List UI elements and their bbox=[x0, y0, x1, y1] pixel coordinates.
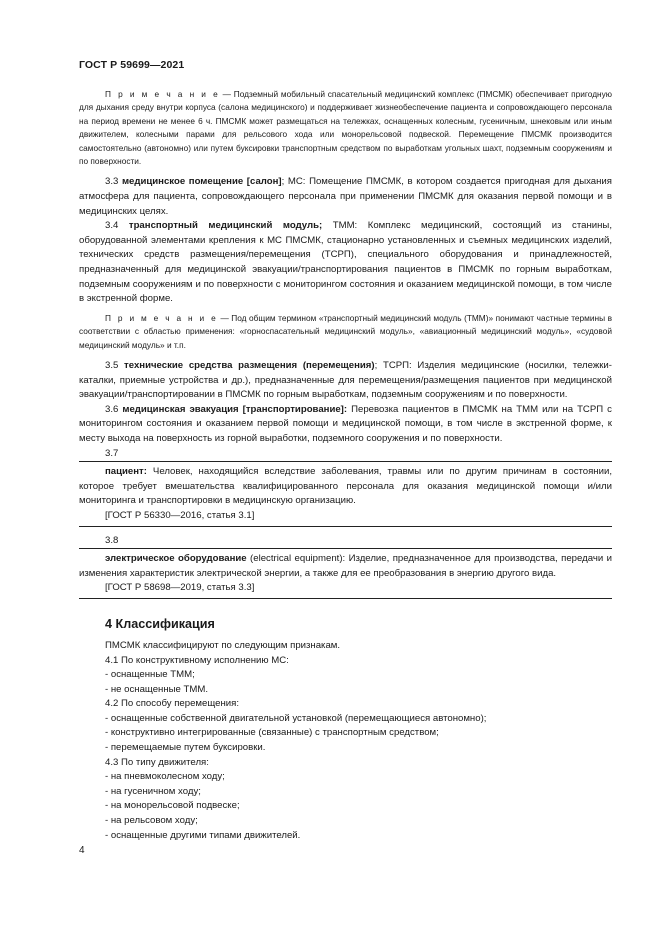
term-3-7 bbox=[79, 465, 612, 509]
term-3-7-reference: [ГОСТ Р 56330—2016, статья 3.1] bbox=[105, 509, 255, 521]
note-1 bbox=[79, 88, 612, 168]
section-4-line: - на гусеничном ходу; bbox=[105, 785, 201, 797]
term-3-6 bbox=[79, 403, 612, 447]
page-number: 4 bbox=[79, 845, 85, 856]
note-1-text: — Подземный мобильный спасательный медицинский комплекс (ПМСМК) обеспечивает пригодную для дыхания среду внутри корпуса (салона медицинского) и поддерживает жизнеобеспечение пациента и сопровождающего персонала на период времени не менее 6 ч. ПМСМК может размещаться на тележках, оснащенных колесным, гусеничным, шнековым или иным движителем, колесными парами для рельсового хода или монорельсовой подвеской. Перемещение ПМСМК производится самостоятельно (автономно) или путем буксировки транспортным средством по выработкам угольных шахт, подземным сооружениям и по поверхности. bbox=[79, 89, 612, 167]
term-3-4-number: 3.4 bbox=[105, 220, 129, 232]
term-3-6-number: 3.6 bbox=[105, 403, 123, 415]
term-3-4-definition: ТММ: Комплекс медицинский, состоящий из станины, оборудованной элементами крепления к МС ПМСМК, стационарно установленных и съемных медицинских изделий, технических средств размещения/перемещения (ТСРП), специального оборудования и принадлежностей, предназначенный для медицинской эвакуации/транспортирования пациентов в ПМСМК по горным выработкам, подземным сооружениям и по поверхности с мониторингом состояния и оказанием медицинской помощи, в том числе в экстренной форме. bbox=[79, 220, 612, 305]
section-4-title: 4 Классификация bbox=[105, 616, 215, 631]
term-3-8-title: электрическое оборудование bbox=[105, 553, 247, 565]
term-3-3 bbox=[79, 175, 612, 219]
term-3-8-box bbox=[79, 548, 612, 599]
section-4-line: - на пневмоколесном ходу; bbox=[105, 771, 225, 783]
note-2-text: — Под общим термином «транспортный медицинский модуль (ТММ)» понимают частные термины в соответствии с областью применения: «горноспасательный медицинский модуль», «авиационный медицинский модуль», «судовой медицинский модуль» и т.п. bbox=[79, 312, 612, 350]
section-4-line: 4.1 По конструктивному исполнению МС: bbox=[105, 654, 289, 666]
term-3-4-title: транспортный медицинский модуль; bbox=[128, 220, 323, 232]
section-4-line: - на монорельсовой подвеске; bbox=[105, 800, 240, 812]
term-3-4 bbox=[79, 219, 612, 307]
document-body bbox=[79, 88, 612, 843]
term-3-7-title: пациент: bbox=[105, 466, 147, 478]
section-4-line: ПМСМК классифицируют по следующим признакам. bbox=[105, 639, 341, 651]
section-4-line: - на рельсовом ходу; bbox=[105, 815, 198, 827]
page-header-standard-id: ГОСТ Р 59699—2021 bbox=[79, 59, 185, 71]
section-4-line: - конструктивно интегрированные (связанные) с транспортным средством; bbox=[105, 727, 439, 739]
term-3-3-definition: ; МС: Помещение ПМСМК, в котором создается пригодная для дыхания атмосфера для пациента, сопровождающего персонала при применении ПМСМК для оказания первой помощи и в медицинских целях. bbox=[79, 176, 612, 217]
term-3-3-number: 3.3 bbox=[105, 176, 122, 188]
term-3-7-number: 3.7 bbox=[105, 447, 119, 459]
section-4-line: - не оснащенные ТММ. bbox=[105, 683, 209, 695]
term-3-7-box bbox=[79, 461, 612, 526]
term-3-8-number: 3.8 bbox=[105, 534, 119, 546]
term-3-5-title: технические средства размещения (перемещения) bbox=[124, 360, 375, 371]
section-4-line: 4.2 По способу перемещения: bbox=[105, 698, 239, 710]
note-2 bbox=[79, 312, 612, 352]
section-4-line: - оснащенные ТММ; bbox=[105, 669, 195, 681]
term-3-3-title: медицинское помещение [салон] bbox=[121, 176, 282, 188]
term-3-5-number: 3.5 bbox=[105, 360, 125, 371]
section-4-line: - оснащенные собственной двигательной установкой (перемещающиеся автономно); bbox=[105, 712, 487, 724]
section-4-list bbox=[79, 639, 612, 843]
term-3-6-definition: Перевозка пациентов в ПМСМК на ТММ или на ТСРП с мониторингом состояния и оказанием первой помощи и медицинской помощи, в том числе в экстренной форме, к месту выхода на поверхность из горной выработки, подземного сооружения и по поверхности. bbox=[79, 403, 612, 444]
section-4-line: - оснащенные другими типами движителей. bbox=[105, 829, 301, 841]
term-3-8-reference: [ГОСТ Р 58698—2019, статья 3.3] bbox=[105, 582, 255, 594]
term-3-8-definition: (electrical equipment): Изделие, предназначенное для производства, передачи и изменения характеристик электрической энергии, а также для ее преобразования в энергию другого вида. bbox=[79, 553, 612, 579]
section-4-line: 4.3 По типу движителя: bbox=[105, 756, 209, 768]
term-3-7-definition: Человек, находящийся вследствие заболевания, травмы или по другим причинам в состоянии, которое требует вмешательства квалифицированного персонала для оказания медицинской помощи и/или мониторинга и транспортировки в медицинскую организацию. bbox=[79, 466, 612, 507]
term-3-5-definition: ; ТСРП: Изделия медицинские (носилки, тележки-каталки, приемные устройства и др.), предназначенные для перемещения/размещения пациентов при медицинской эвакуации/транспортировании в ПМСМК по горным выработкам, подземным сооружениям и по поверхности. bbox=[79, 360, 612, 401]
section-4-line: - перемещаемые путем буксировки. bbox=[105, 742, 266, 754]
note-2-label: П р и м е ч а н и е bbox=[105, 312, 218, 323]
term-3-8 bbox=[79, 552, 612, 581]
term-3-6-title: медицинская эвакуация [транспортирование]: bbox=[122, 403, 348, 415]
note-1-label: П р и м е ч а н и е bbox=[105, 89, 220, 99]
term-3-5 bbox=[79, 359, 612, 403]
